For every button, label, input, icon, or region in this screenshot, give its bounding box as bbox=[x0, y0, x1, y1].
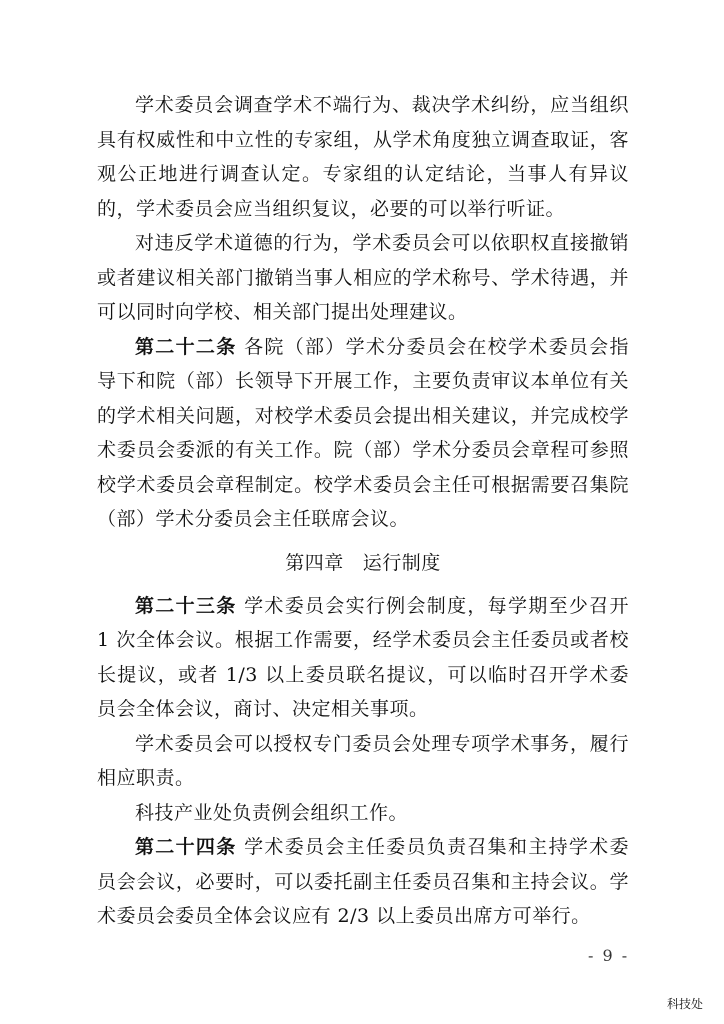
article-23 bbox=[97, 589, 629, 727]
paragraph-text: 对违反学术道德的行为，学术委员会可以依职权直接撤销或者建议相关部门撤销当事人相应的学术称号、学术待遇，并可以同时向学校、相关部门提出处理建议。 bbox=[97, 232, 629, 323]
paragraph-text: 学术委员会调查学术不端行为、裁决学术纠纷，应当组织具有权威性和中立性的专家组，从学术角度独立调查取证，客观公正地进行调查认定。专家组的认定结论，当事人有异议的，学术委员会应当组织复议，必要的可以举行听证。 bbox=[97, 94, 629, 220]
paragraph-text: 学术委员会可以授权专门委员会处理专项学术事务，履行相应职责。 bbox=[97, 732, 629, 789]
paragraph-academic-misconduct-investigation bbox=[97, 88, 629, 226]
article-number: 第二十二条 bbox=[135, 335, 237, 358]
article-22 bbox=[97, 330, 629, 537]
page-number: - 9 - bbox=[588, 946, 630, 965]
article-24 bbox=[97, 830, 629, 934]
chapter-heading bbox=[97, 537, 629, 589]
paragraph-text: 科技产业处负责例会组织工作。 bbox=[135, 801, 409, 824]
paragraph-special-committee bbox=[97, 727, 629, 796]
document-body bbox=[97, 88, 629, 934]
chapter-title: 运行制度 bbox=[362, 551, 441, 574]
footer-department-mark: 科技处 bbox=[667, 997, 704, 1011]
paragraph-revocation bbox=[97, 226, 629, 330]
article-text: 学术委员会主任委员负责召集和主持学术委员会会议，必要时，可以委托副主任委员召集和主持会议。学术委员会委员全体会议应有 2/3 以上委员出席方可举行。 bbox=[97, 836, 629, 927]
article-number: 第二十四条 bbox=[135, 836, 237, 858]
article-text: 学术委员会实行例会制度，每学期至少召开 1 次全体会议。根据工作需要，经学术委员会主任委员或者校长提议，或者 1/3 以上委员联名提议，可以临时召开学术委员会全体会议，商讨、决定相关事项。 bbox=[97, 594, 629, 720]
chapter-number: 第四章 bbox=[285, 551, 344, 574]
article-text: 各院（部）学术分委员会在校学术委员会指导下和院（部）长领导下开展工作，主要负责审议本单位有关的学术相关问题，对校学术委员会提出相关建议，并完成校学术委员会委派的有关工作。院（部）学术分委员会章程可参照校学术委员会章程制定。校学术委员会主任可根据需要召集院（部）学术分委员会主任联席会议。 bbox=[97, 335, 629, 530]
paragraph-meeting-organizer bbox=[97, 796, 629, 831]
article-number: 第二十三条 bbox=[135, 594, 237, 617]
